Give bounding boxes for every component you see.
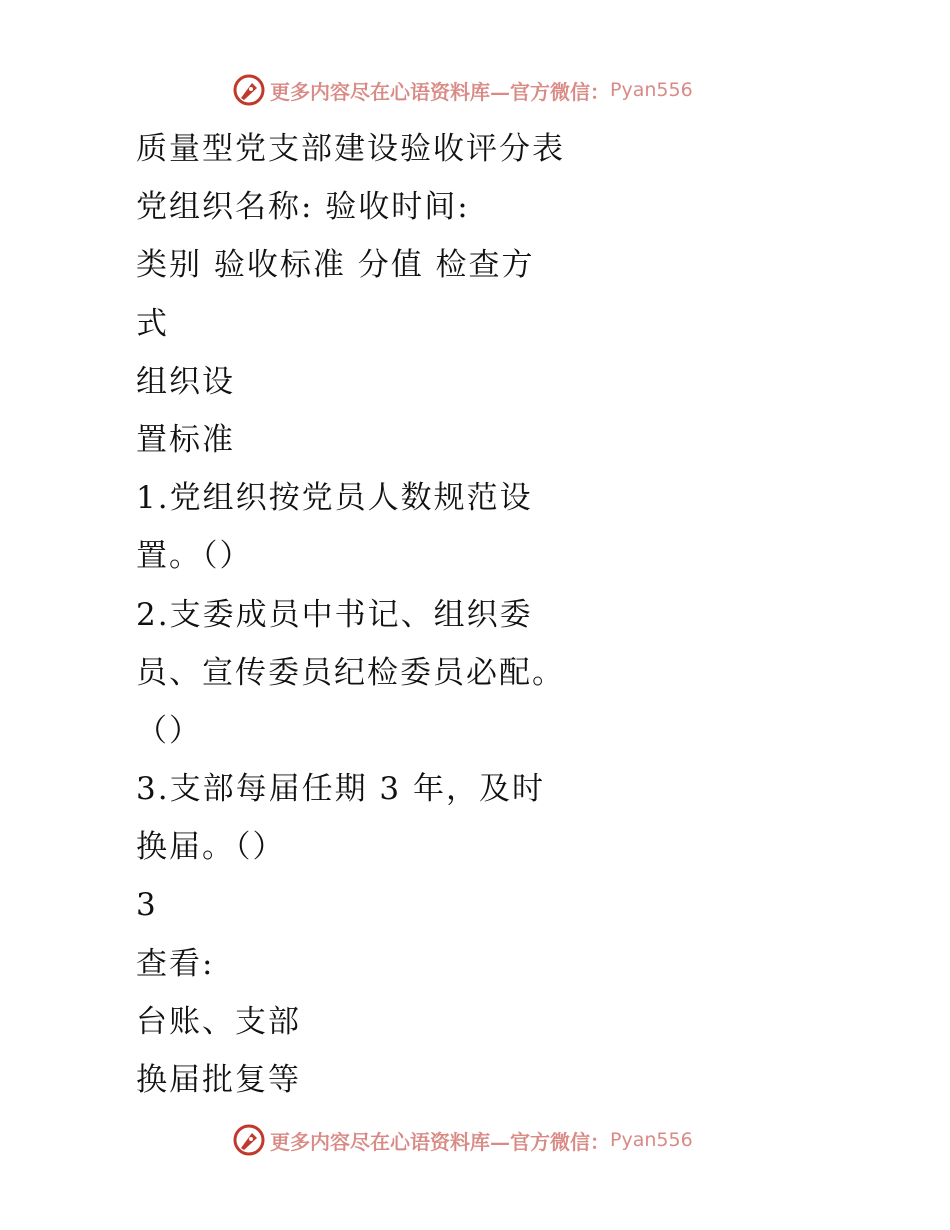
inspection-method-line-cont: 台账、支部 <box>136 1003 301 1040</box>
pen-nib-logo-icon <box>232 1123 266 1157</box>
inspection-method-line-end: 换届批复等 <box>136 1062 301 1098</box>
org-name-and-date-line: 党组织名称: 验收时间: <box>136 189 470 226</box>
inspection-method-line: 查看: <box>136 945 215 982</box>
criterion-3-line-cont: 换届。（） <box>136 829 286 866</box>
watermark-promo-text: 更多内容尽在心语资料库—官方微信： <box>270 1129 610 1154</box>
criterion-2-checkbox-line: （） <box>136 712 202 749</box>
criterion-3-line: 3.支部每届任期 3 年，及时 <box>136 771 546 808</box>
category-line: 组织设 <box>136 363 235 400</box>
category-line-cont: 置标准 <box>136 421 235 458</box>
pen-nib-logo-icon <box>232 73 266 107</box>
score-value: 3 <box>136 887 158 924</box>
watermark-contact: Pyan556 <box>610 79 693 101</box>
criterion-2-line: 2.支委成员中书记、组织委 <box>136 596 533 633</box>
watermark-banner-top <box>232 72 693 108</box>
criterion-1-line: 1.党组织按党员人数规范设 <box>136 480 533 517</box>
watermark-promo-text: 更多内容尽在心语资料库—官方微信： <box>270 79 610 104</box>
document-body <box>136 120 656 1109</box>
watermark-contact: Pyan556 <box>610 1129 693 1151</box>
criterion-2-line-cont: 员、宣传委员纪检委员必配。 <box>136 654 565 691</box>
criterion-1-line-cont: 置。（） <box>136 538 253 575</box>
watermark-banner-bottom <box>232 1122 693 1158</box>
table-header-line: 类别 验收标准 分值 检查方 <box>136 247 535 284</box>
table-header-line-cont: 式 <box>136 305 169 342</box>
document-title: 质量型党支部建设验收评分表 <box>136 131 565 167</box>
